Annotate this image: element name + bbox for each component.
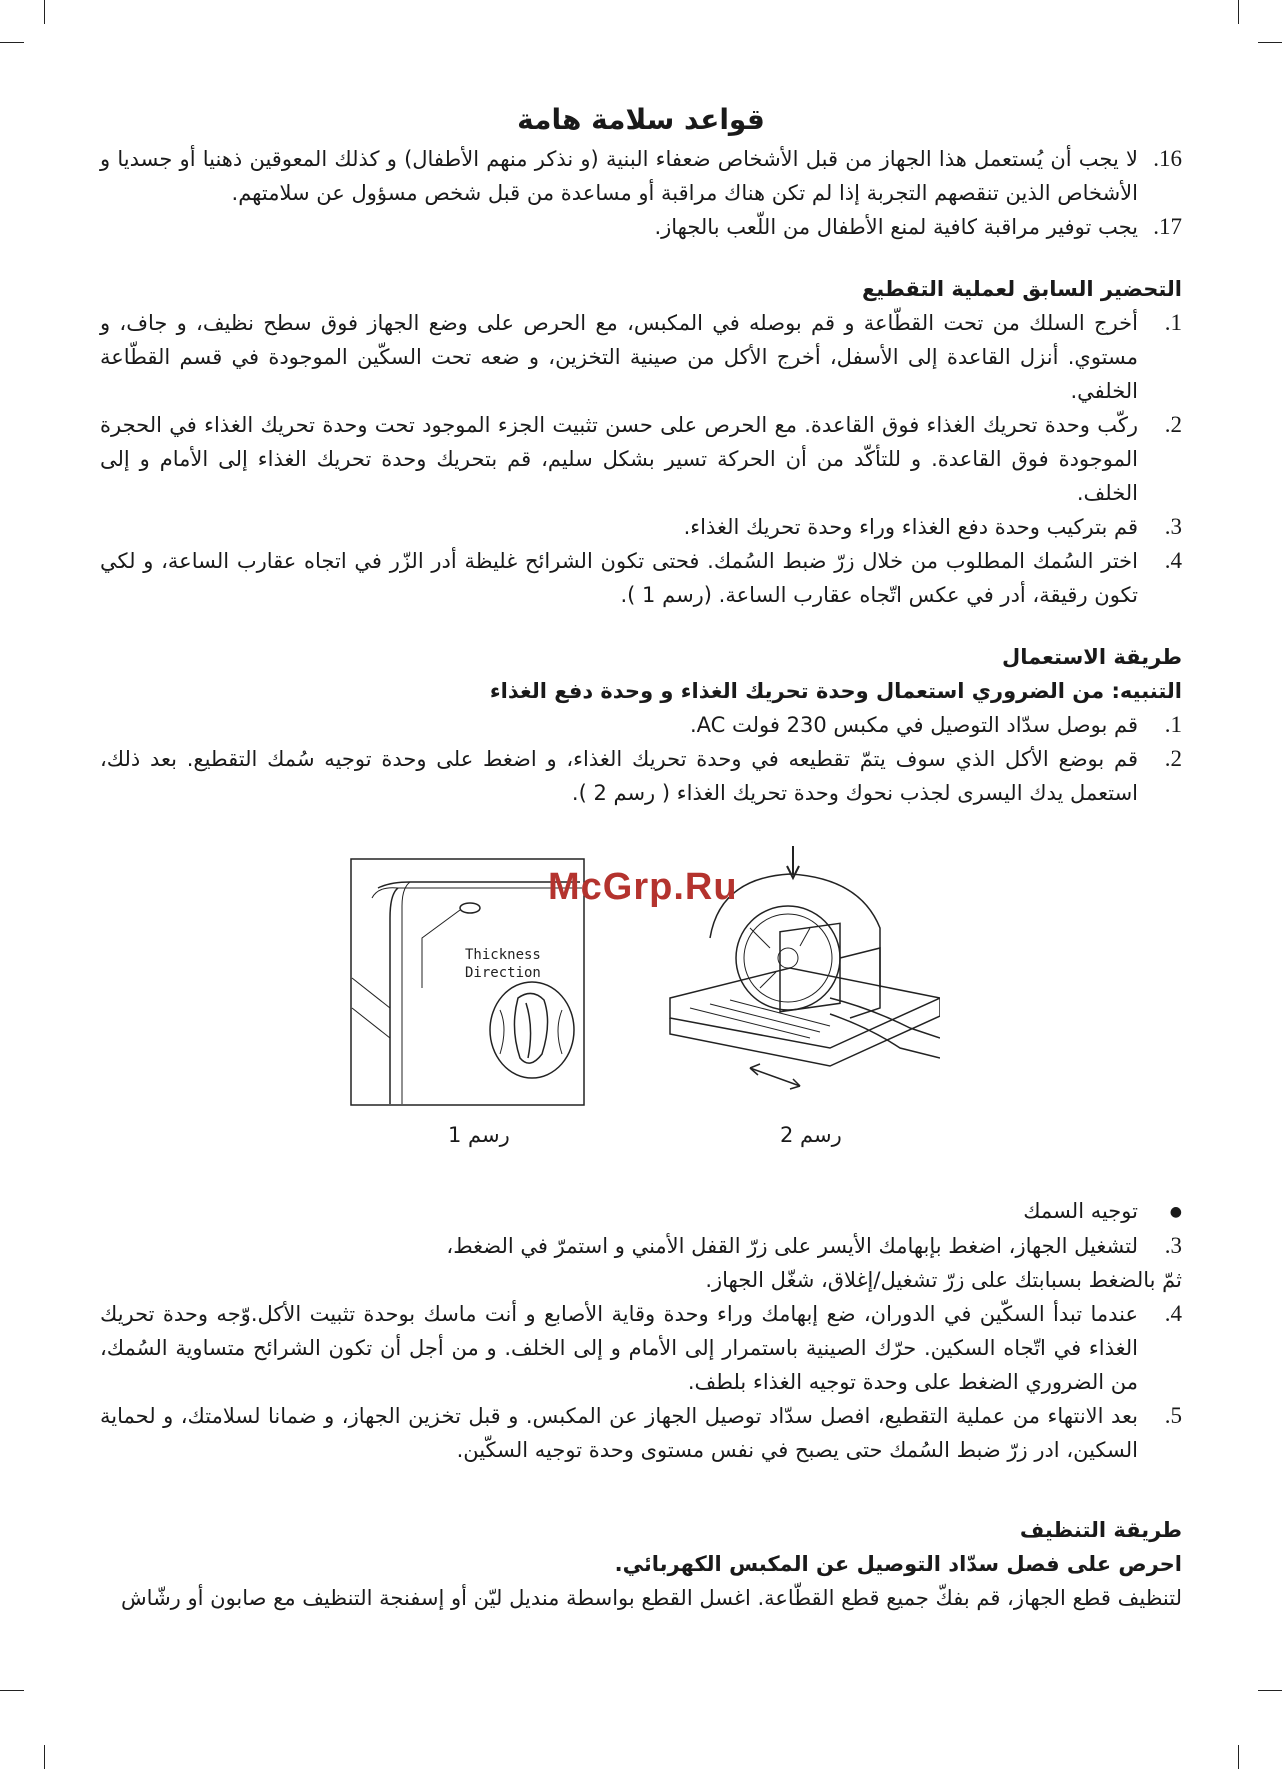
section-heading-cleaning: طريقة التنظيف bbox=[1019, 1518, 1182, 1542]
safety-rules-list bbox=[100, 142, 1182, 244]
list-item bbox=[100, 210, 1182, 244]
crop-mark bbox=[0, 42, 24, 43]
item-text: قم بوصل سدّاد التوصيل في مكبس 230 فولت AC. bbox=[689, 713, 1138, 737]
item-number: 4. bbox=[1164, 1301, 1182, 1326]
item-text: لا يجب أن يُستعمل هذا الجهاز من قبل الأشخاص ضعفاء البنية (و نذكر منهم الأطفال) و كذلك المعوقين ذهنيا أو جسديا و الأشخاص الذين تنقصهم التجربة إذا لم تكن هناك مراقبة أو مساعدة من قبل شخص مسؤول عن سلامتهم. bbox=[100, 147, 1138, 205]
list-item bbox=[100, 544, 1182, 612]
item-number: 3. bbox=[1164, 514, 1182, 539]
list-item bbox=[100, 1297, 1182, 1399]
list-item bbox=[100, 1399, 1182, 1467]
page-content bbox=[100, 100, 1182, 1615]
item-text: ركّب وحدة تحريك الغذاء فوق القاعدة. مع الحرص على حسن تثبيت الجزء الموجود تحت وحدة تحريك الغذاء في الحجرة الموجودة فوق القاعدة. و للتأكّد من أن الحركة تسير بشكل سليم، قم بتحريك وحدة تحريك الغذاء إلى الأمام و إلى الخلف. bbox=[100, 413, 1138, 505]
cleaning-text: لتنظيف قطع الجهاز، قم بفكّ جميع قطع القطّاعة. اغسل القطع بواسطة منديل ليّن أو إسفنجة التنظيف مع صابون أو رشّاش bbox=[121, 1586, 1182, 1610]
crop-mark bbox=[0, 1690, 24, 1691]
list-item bbox=[100, 742, 1182, 810]
item-number: 1. bbox=[1164, 310, 1182, 335]
item-text: عندما تبدأ السكّين في الدوران، ضع إبهامك وراء وحدة وقاية الأصابع و أنت ماسك بوحدة تثبيت الأكل.وّجه وحدة تحريك الغذاء في اتّجاه السكين. حرّك الصينية باستمرار إلى الأمام و إلى الخلف. و من أجل أن تكون الشرائح متساوية السُمك، من الضروري الضغط على وحدة توجيه الغذاء بلطف. bbox=[100, 1302, 1138, 1394]
usage-steps-list-cont bbox=[100, 1229, 1182, 1467]
crop-mark bbox=[44, 0, 45, 24]
figure-1-label-line2: Direction bbox=[465, 965, 541, 981]
crop-mark bbox=[1258, 1690, 1282, 1691]
list-item bbox=[100, 142, 1182, 210]
crop-mark bbox=[1258, 42, 1282, 43]
list-item bbox=[100, 306, 1182, 408]
item-number: 16. bbox=[1153, 146, 1182, 171]
prep-steps-list bbox=[100, 306, 1182, 612]
bullet-dot-icon: ● bbox=[1169, 1204, 1182, 1220]
usage-steps-list bbox=[100, 708, 1182, 810]
item-number: 2. bbox=[1164, 746, 1182, 771]
cleaning-warning: احرص على فصل سدّاد التوصيل عن المكبس الكهربائي. bbox=[614, 1552, 1182, 1576]
page-title: قواعد سلامة هامة bbox=[517, 103, 765, 136]
figure-1-label-line1: Thickness bbox=[465, 947, 541, 963]
list-item bbox=[100, 408, 1182, 510]
crop-mark bbox=[1238, 0, 1239, 24]
crop-mark bbox=[1238, 1745, 1239, 1769]
figure-2-caption: رسم 2 bbox=[780, 1123, 842, 1147]
item-text: لتشغيل الجهاز، اضغط بإبهامك الأيسر على زرّ القفل الأمني و استمرّ في الضغط، bbox=[446, 1234, 1138, 1258]
item-text: بعد الانتهاء من عملية التقطيع، افصل سدّاد توصيل الجهاز عن المكبس. و قبل تخزين الجهاز، و ضمانا لسلامتك، و لحماية السكين، ادر زرّ ضبط السُمك حتى يصبح في نفس مستوى وحدة توجيه السكّين. bbox=[100, 1404, 1138, 1462]
crop-mark bbox=[44, 1745, 45, 1769]
item-number: 4. bbox=[1164, 548, 1182, 573]
item-number: 2. bbox=[1164, 412, 1182, 437]
step-3-continuation: ثمّ بالضغط بسبابتك على زرّ تشغيل/إغلاق، شغّل الجهاز. bbox=[705, 1268, 1182, 1292]
list-item bbox=[100, 510, 1182, 544]
section-heading-preparation: التحضير السابق لعملية التقطيع bbox=[861, 277, 1182, 301]
watermark-text: McGrp.Ru bbox=[548, 866, 738, 908]
item-number: 1. bbox=[1164, 712, 1182, 737]
item-number: 3. bbox=[1164, 1233, 1182, 1258]
bullet-item bbox=[100, 1194, 1182, 1229]
list-item bbox=[100, 1229, 1182, 1263]
section-heading-usage: طريقة الاستعمال bbox=[1002, 645, 1182, 669]
bullet-text: توجيه السمك bbox=[1023, 1199, 1138, 1223]
item-number: 17. bbox=[1153, 214, 1182, 239]
item-text: قم بوضع الأكل الذي سوف يتمّ تقطيعه في وحدة تحريك الغذاء، و اضغط على وحدة توجيه سُمك التقطيع. بعد ذلك، استعمل يدك اليسرى لجذب نحوك وحدة تحريك الغذاء ( رسم 2 ). bbox=[100, 747, 1138, 805]
figure-1-caption: رسم 1 bbox=[448, 1123, 510, 1147]
item-text: قم بتركيب وحدة دفع الغذاء وراء وحدة تحريك الغذاء. bbox=[683, 515, 1138, 539]
item-text: أخرج السلك من تحت القطّاعة و قم بوصله في المكبس، مع الحرص على وضع الجهاز فوق سطح نظيف، و جاف، و مستوي. أنزل القاعدة إلى الأسفل، أخرج الأكل من صينية التخزين، و ضعه تحت السكّين الموجودة في قسم القطّاعة الخلفي. bbox=[100, 311, 1138, 403]
item-text: اختر السُمك المطلوب من خلال زرّ ضبط السُمك. فحتى تكون الشرائح غليظة أدر الزّر في اتجاه عقارب الساعة، و لكي تكون رقيقة، أدر في عكس اتّجاه عقارب الساعة. (رسم 1 ). bbox=[100, 549, 1138, 607]
item-text: يجب توفير مراقبة كافية لمنع الأطفال من اللّعب بالجهاز. bbox=[654, 215, 1138, 239]
usage-warning: التنبيه: من الضروري استعمال وحدة تحريك الغذاء و وحدة دفع الغذاء bbox=[489, 679, 1182, 703]
list-item bbox=[100, 708, 1182, 742]
item-number: 5. bbox=[1164, 1403, 1182, 1428]
